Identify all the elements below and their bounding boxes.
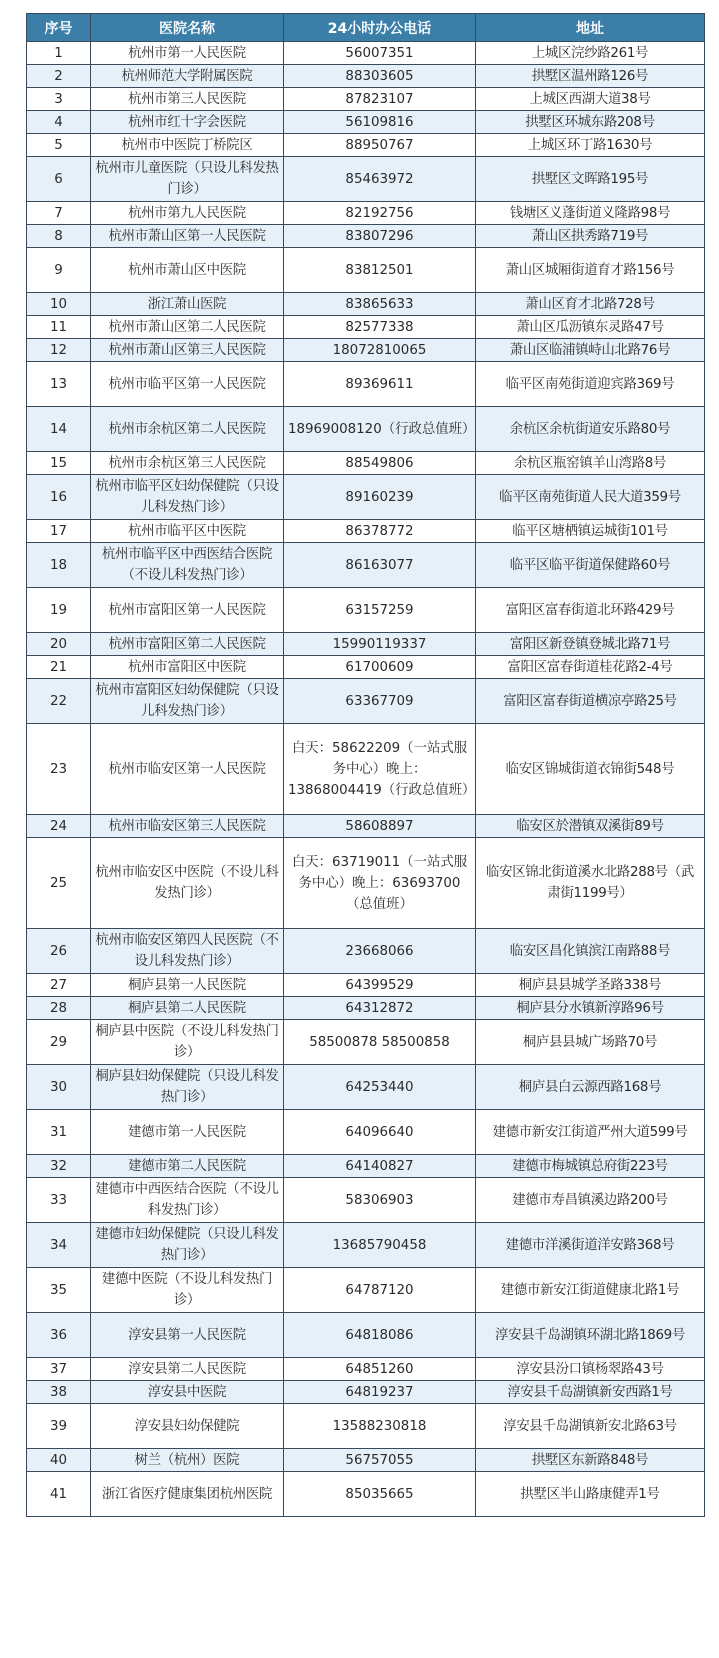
cell-phone: 64253440 [284, 1065, 476, 1110]
cell-phone: 56007351 [284, 42, 476, 65]
cell-hospital-name: 杭州师范大学附属医院 [91, 65, 284, 88]
cell-number: 40 [27, 1449, 91, 1472]
cell-hospital-name: 建德市妇幼保健院（只设儿科发热门诊） [91, 1223, 284, 1268]
cell-phone: 85035665 [284, 1472, 476, 1517]
cell-address: 余杭区余杭街道安乐路80号 [476, 407, 705, 452]
cell-phone: 18072810065 [284, 339, 476, 362]
cell-address: 拱墅区文晖路195号 [476, 157, 705, 202]
cell-address: 拱墅区东新路848号 [476, 1449, 705, 1472]
cell-number: 16 [27, 475, 91, 520]
cell-hospital-name: 淳安县第二人民医院 [91, 1358, 284, 1381]
cell-address: 余杭区瓶窑镇羊山湾路8号 [476, 452, 705, 475]
cell-hospital-name: 杭州市余杭区第三人民医院 [91, 452, 284, 475]
table-row [27, 1313, 705, 1358]
cell-phone: 85463972 [284, 157, 476, 202]
cell-number: 37 [27, 1358, 91, 1381]
cell-number: 27 [27, 974, 91, 997]
cell-number: 41 [27, 1472, 91, 1517]
cell-address: 建德市新安江街道严州大道599号 [476, 1110, 705, 1155]
cell-phone: 56757055 [284, 1449, 476, 1472]
table-row [27, 724, 705, 815]
cell-address: 临安区昌化镇滨江南路88号 [476, 929, 705, 974]
cell-phone: 89160239 [284, 475, 476, 520]
cell-hospital-name: 杭州市萧山区第二人民医院 [91, 316, 284, 339]
cell-number: 8 [27, 225, 91, 248]
cell-phone: 88303605 [284, 65, 476, 88]
cell-address: 临平区临平街道保健路60号 [476, 543, 705, 588]
cell-number: 34 [27, 1223, 91, 1268]
cell-hospital-name: 淳安县第一人民医院 [91, 1313, 284, 1358]
cell-phone: 64140827 [284, 1155, 476, 1178]
table-row [27, 65, 705, 88]
table-row [27, 202, 705, 225]
cell-phone: 64787120 [284, 1268, 476, 1313]
cell-hospital-name: 建德市中西医结合医院（不设儿科发热门诊） [91, 1178, 284, 1223]
cell-number: 10 [27, 293, 91, 316]
cell-hospital-name: 桐庐县第二人民医院 [91, 997, 284, 1020]
cell-address: 桐庐县县城广场路70号 [476, 1020, 705, 1065]
cell-address: 钱塘区义蓬街道义隆路98号 [476, 202, 705, 225]
cell-address: 上城区环丁路1630号 [476, 134, 705, 157]
cell-hospital-name: 树兰（杭州）医院 [91, 1449, 284, 1472]
table-row [27, 111, 705, 134]
cell-hospital-name: 杭州市第九人民医院 [91, 202, 284, 225]
cell-hospital-name: 杭州市临安区第三人民医院 [91, 815, 284, 838]
cell-hospital-name: 建德市第一人民医院 [91, 1110, 284, 1155]
table-row [27, 588, 705, 633]
cell-number: 29 [27, 1020, 91, 1065]
cell-phone: 61700609 [284, 656, 476, 679]
table-row [27, 452, 705, 475]
cell-hospital-name: 杭州市临平区中医院 [91, 520, 284, 543]
cell-phone: 82577338 [284, 316, 476, 339]
cell-phone: 89369611 [284, 362, 476, 407]
header-phone: 24小时办公电话 [284, 14, 476, 42]
cell-hospital-name: 桐庐县中医院（不设儿科发热门诊） [91, 1020, 284, 1065]
cell-phone: 88549806 [284, 452, 476, 475]
cell-number: 9 [27, 248, 91, 293]
cell-phone: 56109816 [284, 111, 476, 134]
table-row [27, 1404, 705, 1449]
table-body [27, 42, 705, 1517]
cell-address: 建德市新安江街道健康北路1号 [476, 1268, 705, 1313]
table-row [27, 1065, 705, 1110]
cell-hospital-name: 浙江萧山医院 [91, 293, 284, 316]
table-row [27, 475, 705, 520]
table-row [27, 339, 705, 362]
cell-hospital-name: 杭州市第一人民医院 [91, 42, 284, 65]
table-row [27, 815, 705, 838]
cell-hospital-name: 桐庐县第一人民医院 [91, 974, 284, 997]
hospital-table-container [26, 13, 704, 1517]
cell-phone: 64818086 [284, 1313, 476, 1358]
table-row [27, 248, 705, 293]
cell-address: 建德市洋溪街道洋安路368号 [476, 1223, 705, 1268]
table-row [27, 1358, 705, 1381]
table-row [27, 1110, 705, 1155]
cell-address: 桐庐县分水镇新淳路96号 [476, 997, 705, 1020]
cell-number: 19 [27, 588, 91, 633]
table-row [27, 362, 705, 407]
cell-hospital-name: 浙江省医疗健康集团杭州医院 [91, 1472, 284, 1517]
cell-address: 拱墅区半山路康健弄1号 [476, 1472, 705, 1517]
table-row [27, 633, 705, 656]
cell-hospital-name: 杭州市临平区妇幼保健院（只设儿科发热门诊） [91, 475, 284, 520]
cell-number: 4 [27, 111, 91, 134]
cell-address: 临平区南苑街道人民大道359号 [476, 475, 705, 520]
cell-address: 拱墅区环城东路208号 [476, 111, 705, 134]
cell-phone: 64851260 [284, 1358, 476, 1381]
cell-address: 上城区西湖大道38号 [476, 88, 705, 111]
cell-address: 桐庐县县城学圣路338号 [476, 974, 705, 997]
cell-phone: 白天：58622209（一站式服务中心）晚上：13868004419（行政总值班） [284, 724, 476, 815]
header-address: 地址 [476, 14, 705, 42]
cell-address: 淳安县汾口镇杨翠路43号 [476, 1358, 705, 1381]
cell-number: 17 [27, 520, 91, 543]
cell-address: 上城区浣纱路261号 [476, 42, 705, 65]
cell-hospital-name: 杭州市富阳区妇幼保健院（只设儿科发热门诊） [91, 679, 284, 724]
cell-hospital-name: 淳安县妇幼保健院 [91, 1404, 284, 1449]
cell-phone: 18969008120（行政总值班） [284, 407, 476, 452]
cell-number: 2 [27, 65, 91, 88]
cell-address: 淳安县千岛湖镇环湖北路1869号 [476, 1313, 705, 1358]
cell-phone: 23668066 [284, 929, 476, 974]
cell-address: 富阳区富春街道北环路429号 [476, 588, 705, 633]
table-row [27, 157, 705, 202]
cell-hospital-name: 杭州市红十字会医院 [91, 111, 284, 134]
cell-hospital-name: 杭州市儿童医院（只设儿科发热门诊） [91, 157, 284, 202]
cell-address: 萧山区育才北路728号 [476, 293, 705, 316]
cell-number: 22 [27, 679, 91, 724]
cell-number: 5 [27, 134, 91, 157]
table-row [27, 134, 705, 157]
cell-number: 13 [27, 362, 91, 407]
table-row [27, 997, 705, 1020]
cell-address: 富阳区富春街道桂花路2-4号 [476, 656, 705, 679]
cell-address: 淳安县千岛湖镇新安北路63号 [476, 1404, 705, 1449]
cell-phone: 83807296 [284, 225, 476, 248]
cell-phone: 86163077 [284, 543, 476, 588]
cell-number: 15 [27, 452, 91, 475]
cell-address: 建德市梅城镇总府街223号 [476, 1155, 705, 1178]
cell-number: 39 [27, 1404, 91, 1449]
header-hospital-name: 医院名称 [91, 14, 284, 42]
cell-address: 临安区锦城街道衣锦街548号 [476, 724, 705, 815]
table-row [27, 520, 705, 543]
table-row [27, 42, 705, 65]
cell-hospital-name: 桐庐县妇幼保健院（只设儿科发热门诊） [91, 1065, 284, 1110]
table-row [27, 1381, 705, 1404]
cell-number: 38 [27, 1381, 91, 1404]
cell-phone: 63367709 [284, 679, 476, 724]
cell-number: 21 [27, 656, 91, 679]
cell-number: 3 [27, 88, 91, 111]
cell-hospital-name: 杭州市富阳区第一人民医院 [91, 588, 284, 633]
table-row [27, 1472, 705, 1517]
table-row [27, 1155, 705, 1178]
header-number: 序号 [27, 14, 91, 42]
cell-number: 24 [27, 815, 91, 838]
table-header-row [27, 14, 705, 42]
cell-phone: 86378772 [284, 520, 476, 543]
cell-address: 富阳区新登镇登城北路71号 [476, 633, 705, 656]
cell-number: 28 [27, 997, 91, 1020]
cell-address: 临平区塘栖镇运城街101号 [476, 520, 705, 543]
hospital-table [26, 13, 705, 1517]
cell-hospital-name: 杭州市富阳区第二人民医院 [91, 633, 284, 656]
cell-number: 32 [27, 1155, 91, 1178]
cell-phone: 白天：63719011（一站式服务中心）晚上：63693700（总值班） [284, 838, 476, 929]
cell-hospital-name: 杭州市萧山区第一人民医院 [91, 225, 284, 248]
table-row [27, 293, 705, 316]
cell-number: 36 [27, 1313, 91, 1358]
cell-phone: 58608897 [284, 815, 476, 838]
cell-address: 萧山区拱秀路719号 [476, 225, 705, 248]
cell-phone: 13588230818 [284, 1404, 476, 1449]
cell-address: 萧山区临浦镇峙山北路76号 [476, 339, 705, 362]
cell-hospital-name: 建德市第二人民医院 [91, 1155, 284, 1178]
cell-address: 建德市寿昌镇溪边路200号 [476, 1178, 705, 1223]
cell-phone: 88950767 [284, 134, 476, 157]
table-row [27, 1178, 705, 1223]
cell-address: 萧山区瓜沥镇东灵路47号 [476, 316, 705, 339]
cell-hospital-name: 杭州市余杭区第二人民医院 [91, 407, 284, 452]
cell-number: 12 [27, 339, 91, 362]
cell-phone: 58500878 58500858 [284, 1020, 476, 1065]
cell-address: 桐庐县白云源西路168号 [476, 1065, 705, 1110]
cell-phone: 64819237 [284, 1381, 476, 1404]
cell-number: 25 [27, 838, 91, 929]
table-row [27, 1449, 705, 1472]
table-row [27, 1020, 705, 1065]
table-row [27, 316, 705, 339]
cell-hospital-name: 淳安县中医院 [91, 1381, 284, 1404]
table-row [27, 929, 705, 974]
cell-phone: 15990119337 [284, 633, 476, 656]
cell-address: 临安区於潜镇双溪街89号 [476, 815, 705, 838]
cell-hospital-name: 杭州市第三人民医院 [91, 88, 284, 111]
cell-phone: 58306903 [284, 1178, 476, 1223]
cell-number: 14 [27, 407, 91, 452]
cell-hospital-name: 杭州市临安区中医院（不设儿科发热门诊） [91, 838, 284, 929]
cell-address: 淳安县千岛湖镇新安西路1号 [476, 1381, 705, 1404]
cell-phone: 83812501 [284, 248, 476, 293]
cell-number: 33 [27, 1178, 91, 1223]
table-row [27, 656, 705, 679]
table-row [27, 225, 705, 248]
cell-address: 临平区南苑街道迎宾路369号 [476, 362, 705, 407]
table-row [27, 407, 705, 452]
table-row [27, 88, 705, 111]
cell-phone: 64096640 [284, 1110, 476, 1155]
table-row [27, 679, 705, 724]
table-row [27, 1223, 705, 1268]
table-row [27, 974, 705, 997]
cell-phone: 64399529 [284, 974, 476, 997]
table-row [27, 1268, 705, 1313]
cell-number: 11 [27, 316, 91, 339]
cell-phone: 64312872 [284, 997, 476, 1020]
cell-number: 6 [27, 157, 91, 202]
cell-hospital-name: 杭州市临平区第一人民医院 [91, 362, 284, 407]
cell-phone: 83865633 [284, 293, 476, 316]
cell-hospital-name: 杭州市临安区第一人民医院 [91, 724, 284, 815]
cell-number: 20 [27, 633, 91, 656]
table-row [27, 838, 705, 929]
cell-address: 富阳区富春街道横凉亭路25号 [476, 679, 705, 724]
cell-address: 萧山区城厢街道育才路156号 [476, 248, 705, 293]
cell-number: 1 [27, 42, 91, 65]
cell-hospital-name: 杭州市富阳区中医院 [91, 656, 284, 679]
cell-phone: 63157259 [284, 588, 476, 633]
table-row [27, 543, 705, 588]
cell-number: 35 [27, 1268, 91, 1313]
cell-hospital-name: 杭州市萧山区中医院 [91, 248, 284, 293]
cell-address: 临安区锦北街道溪水北路288号（武肃街1199号） [476, 838, 705, 929]
cell-number: 26 [27, 929, 91, 974]
cell-hospital-name: 杭州市中医院丁桥院区 [91, 134, 284, 157]
cell-number: 18 [27, 543, 91, 588]
cell-number: 7 [27, 202, 91, 225]
cell-address: 拱墅区温州路126号 [476, 65, 705, 88]
cell-hospital-name: 杭州市临安区第四人民医院（不设儿科发热门诊） [91, 929, 284, 974]
cell-phone: 82192756 [284, 202, 476, 225]
cell-hospital-name: 建德中医院（不设儿科发热门诊） [91, 1268, 284, 1313]
cell-number: 30 [27, 1065, 91, 1110]
cell-phone: 13685790458 [284, 1223, 476, 1268]
cell-hospital-name: 杭州市萧山区第三人民医院 [91, 339, 284, 362]
cell-number: 23 [27, 724, 91, 815]
cell-phone: 87823107 [284, 88, 476, 111]
cell-number: 31 [27, 1110, 91, 1155]
cell-hospital-name: 杭州市临平区中西医结合医院（不设儿科发热门诊） [91, 543, 284, 588]
